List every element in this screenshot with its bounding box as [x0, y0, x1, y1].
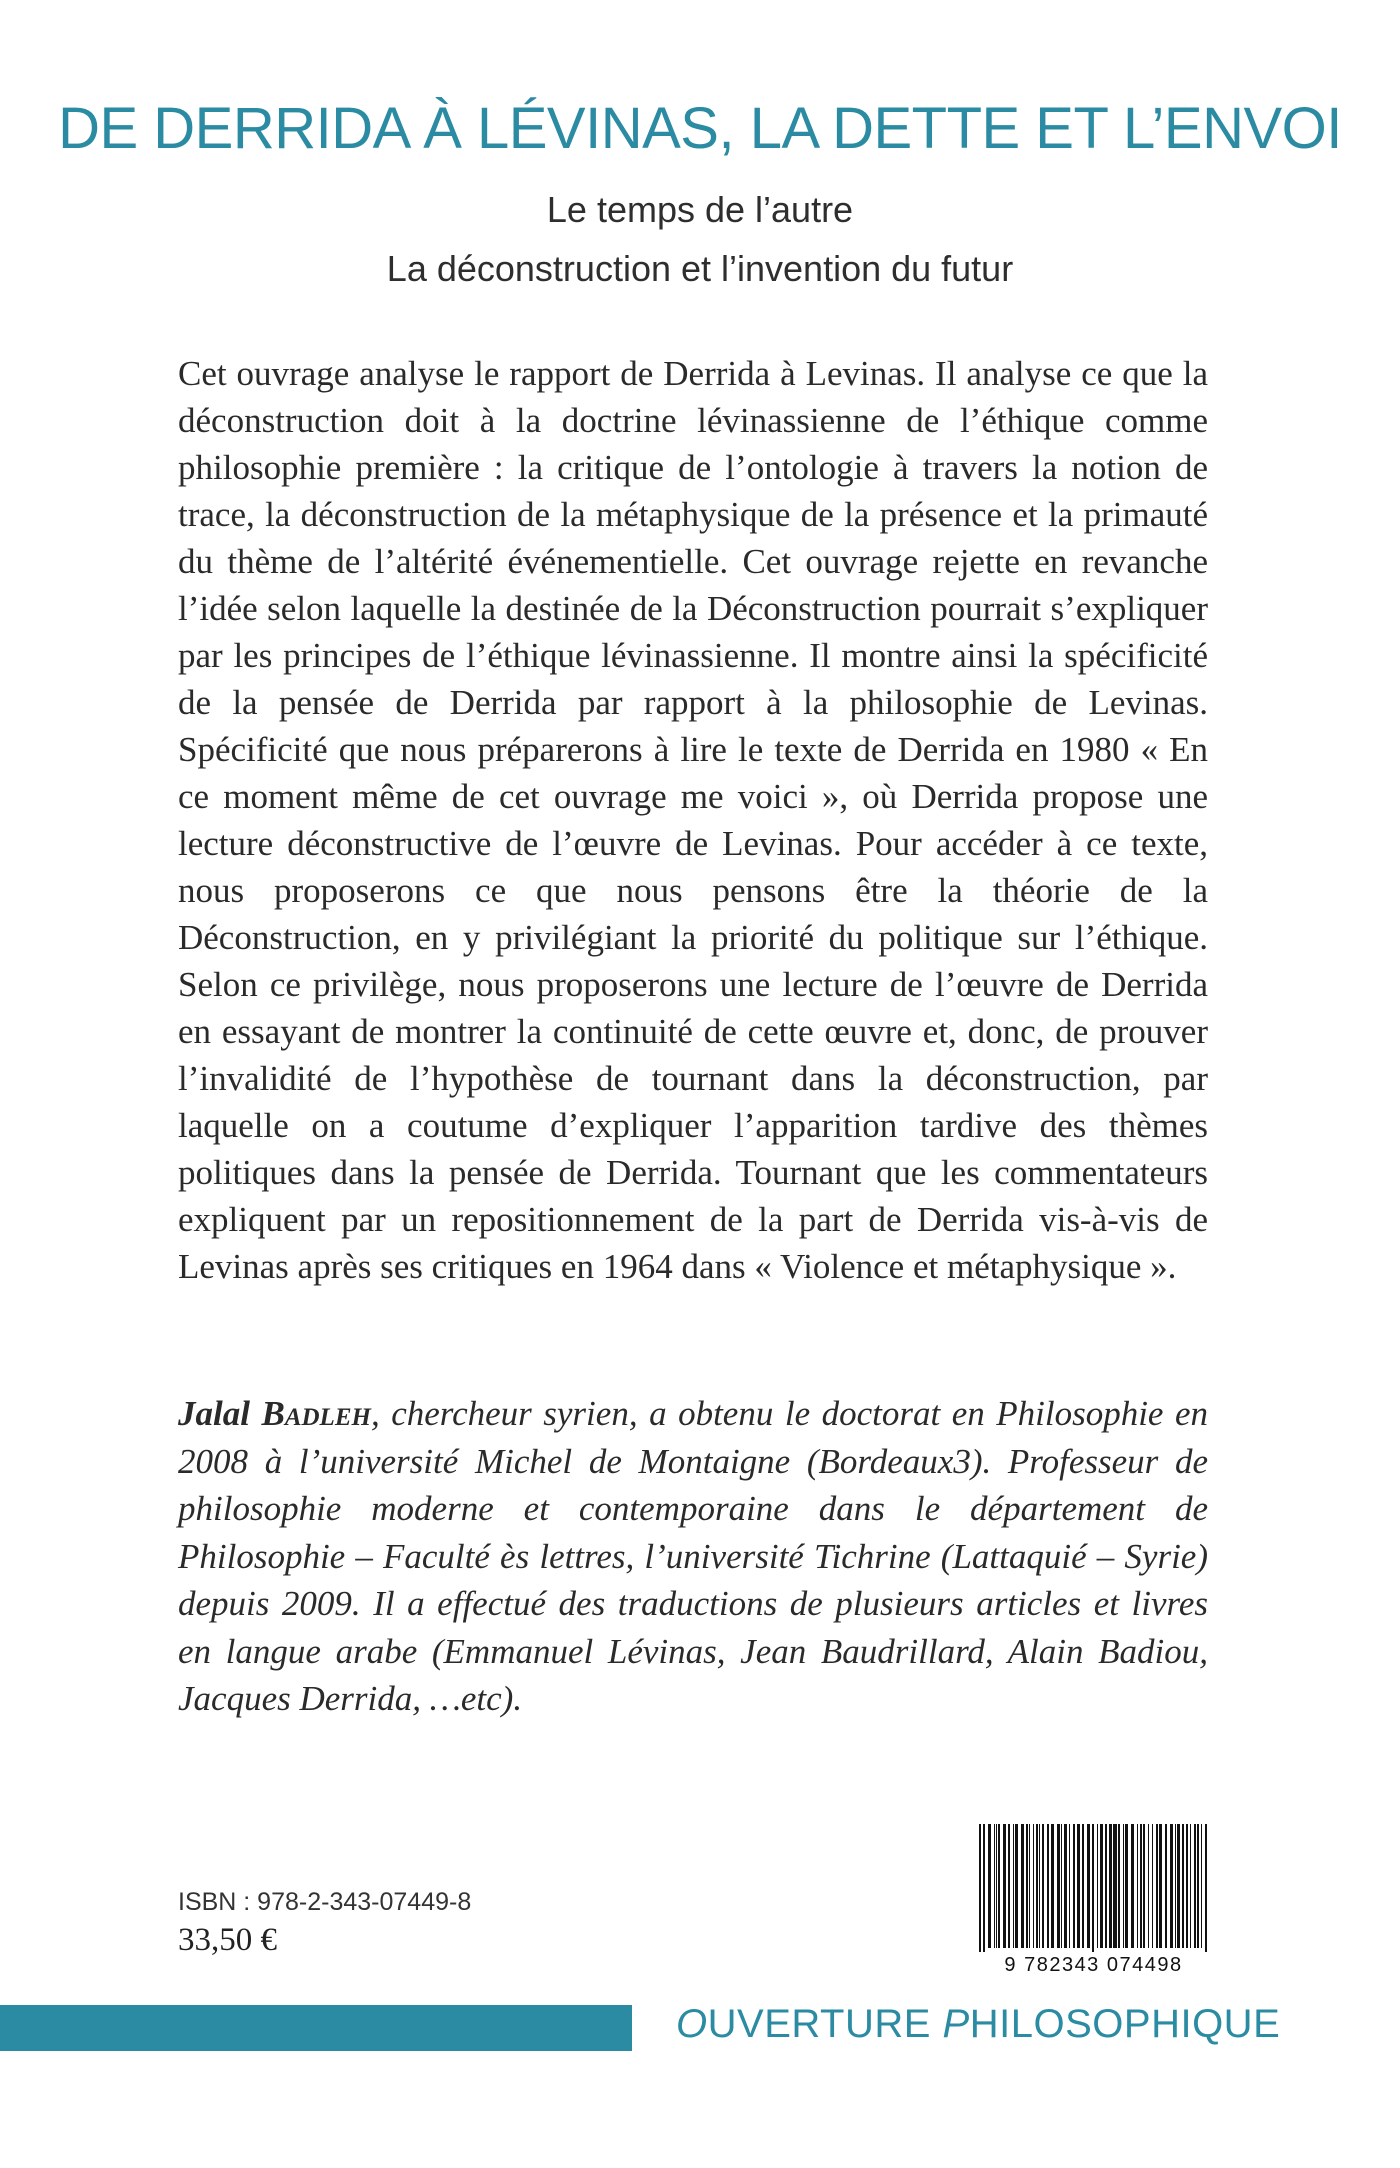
barcode-bar	[1015, 1824, 1018, 1948]
barcode-bar	[1125, 1824, 1128, 1948]
author-bio-text: , chercheur syrien, a obtenu le doctorat en Philosophie en 2008 à l’université Michel de Montaigne (Bordeaux3). Professeur de philosophie moderne et contemporaine dans le département de Philosophie – Faculté ès lettres, l’université Tichrine (Lattaquié – Syrie) depuis 2009. Il a effectué des traductions de plusieurs articles et livres en langue arabe (Emmanuel Lévinas, Jean Baudrillard, Alain Badiou, Jacques Derrida, …etc).	[178, 1394, 1209, 1718]
price-label: 33,50 €	[178, 1922, 277, 1958]
barcode-bar	[1033, 1824, 1034, 1948]
barcode-bar	[994, 1824, 995, 1948]
barcode-bar	[1143, 1824, 1145, 1948]
series-name-part1: O	[676, 2002, 708, 2046]
barcode-bar	[1165, 1824, 1167, 1948]
barcode-bar	[1201, 1824, 1202, 1948]
barcode-bar	[1175, 1824, 1176, 1948]
barcode-bar	[979, 1824, 981, 1952]
barcode-bar	[1047, 1824, 1049, 1948]
barcode-bar	[1140, 1824, 1142, 1948]
barcode-bar	[1073, 1824, 1075, 1948]
barcode-bar	[1057, 1824, 1060, 1948]
barcode-bar	[1205, 1824, 1207, 1952]
barcode-bar	[1131, 1824, 1134, 1948]
author-bio	[178, 1390, 1208, 1723]
barcode-bar	[1197, 1824, 1199, 1948]
barcode-bar	[1003, 1824, 1006, 1948]
barcode-bar	[1008, 1824, 1010, 1948]
barcode	[965, 1820, 1222, 1980]
series-name	[676, 2002, 1280, 2047]
series-name-part3: P	[942, 2002, 970, 2046]
barcode-bar	[1159, 1824, 1162, 1948]
barcode-bar	[1113, 1824, 1117, 1948]
series-name-part2: UVERTURE	[707, 2002, 943, 2046]
barcode-bar	[1194, 1824, 1196, 1948]
book-title: DE DERRIDA À LÉVINAS, LA DETTE ET L’ENVOI	[58, 96, 1342, 161]
barcode-bar	[1082, 1824, 1084, 1948]
barcode-bar	[1042, 1824, 1044, 1948]
barcode-bar	[1077, 1824, 1080, 1948]
barcode-bar	[1177, 1824, 1180, 1948]
barcode-bar	[1026, 1824, 1028, 1948]
barcode-bar	[988, 1824, 991, 1948]
barcode-bar	[1061, 1824, 1062, 1948]
barcode-bar	[1029, 1824, 1030, 1948]
barcode-bar	[1013, 1824, 1014, 1948]
barcode-bar	[1105, 1824, 1107, 1948]
author-last-name: Badleh	[261, 1394, 371, 1433]
barcode-bar	[1170, 1824, 1173, 1948]
summary-paragraph: Cet ouvrage analyse le rapport de Derrida à Levinas. Il analyse ce que la déconstruction doit à la doctrine lévinassienne de l’éthique comme philosophie première : la critique de l’ontologie à travers la notion de trace, la déconstruction de la métaphysique de la présence et la primauté du thème de l’altérité événementielle. Cet ouvrage rejette en revanche l’idée selon laquelle la destinée de la Déconstruction pourrait s’expliquer par les principes de l’éthique lévinassienne. Il montre ainsi la spécificité de la pensée de Derrida par rapport à la philosophie de Levinas. Spécificité que nous préparerons à lire le texte de Derrida en 1980 « En ce moment même de cet ouvrage me voici », où Derrida propose une lecture déconstructive de l’œuvre de Levinas. Pour accéder à ce texte, nous proposerons ce que nous pensons être la théorie de la Déconstruction, en y privilégiant la priorité du politique sur l’éthique. Selon ce privilège, nous proposerons une lecture de l’œuvre de Derrida en essayant de montrer la continuité de cette œuvre et, donc, de prouver l’invalidité de l’hypothèse de tournant dans la déconstruction, par laquelle on a coutume d’expliquer l’apparition tardive des thèmes politiques dans la pensée de Derrida. Tournant que les commentateurs expliquent par un repositionnement de la part de Derrida vis-à-vis de Levinas après ses critiques en 1964 dans « Violence et métaphysique ».	[178, 354, 1208, 1286]
barcode-bar	[1087, 1824, 1090, 1948]
barcode-bar	[996, 1824, 997, 1948]
barcode-bar	[998, 1824, 1000, 1948]
barcode-bar	[1182, 1824, 1184, 1948]
barcode-bar	[1036, 1824, 1038, 1948]
barcode-bar	[1137, 1824, 1138, 1948]
barcode-bar	[1186, 1824, 1188, 1948]
barcode-bar	[1152, 1824, 1153, 1948]
barcode-bar	[1021, 1824, 1024, 1948]
barcode-bar	[1064, 1824, 1067, 1948]
barcode-bar	[1039, 1824, 1040, 1948]
subtitle-line-1: Le temps de l’autre	[546, 189, 854, 230]
subtitle-line-2: La déconstruction et l’invention du futur	[386, 248, 1014, 289]
series-color-bar	[0, 2005, 632, 2051]
barcode-bar	[1051, 1824, 1054, 1948]
isbn-label: ISBN : 978-2-343-07449-8	[178, 1888, 472, 1916]
barcode-bar	[1109, 1824, 1112, 1948]
barcode-bar	[1148, 1824, 1149, 1948]
series-name-part4: HILOSOPHIQUE	[969, 2002, 1281, 2046]
barcode-bar	[1069, 1824, 1070, 1948]
barcode-bar	[1190, 1824, 1191, 1948]
barcode-bars	[965, 1820, 1222, 1952]
author-first-name: Jalal	[178, 1394, 250, 1433]
barcode-digits: 9 782343 074498	[1004, 1954, 1183, 1976]
barcode-bar	[983, 1824, 985, 1952]
barcode-bar	[1156, 1824, 1158, 1948]
barcode-bar	[1123, 1824, 1124, 1948]
barcode-bar	[1097, 1824, 1098, 1948]
barcode-bar	[1100, 1824, 1103, 1948]
barcode-bar	[1118, 1824, 1120, 1948]
barcode-bar	[1092, 1824, 1094, 1952]
